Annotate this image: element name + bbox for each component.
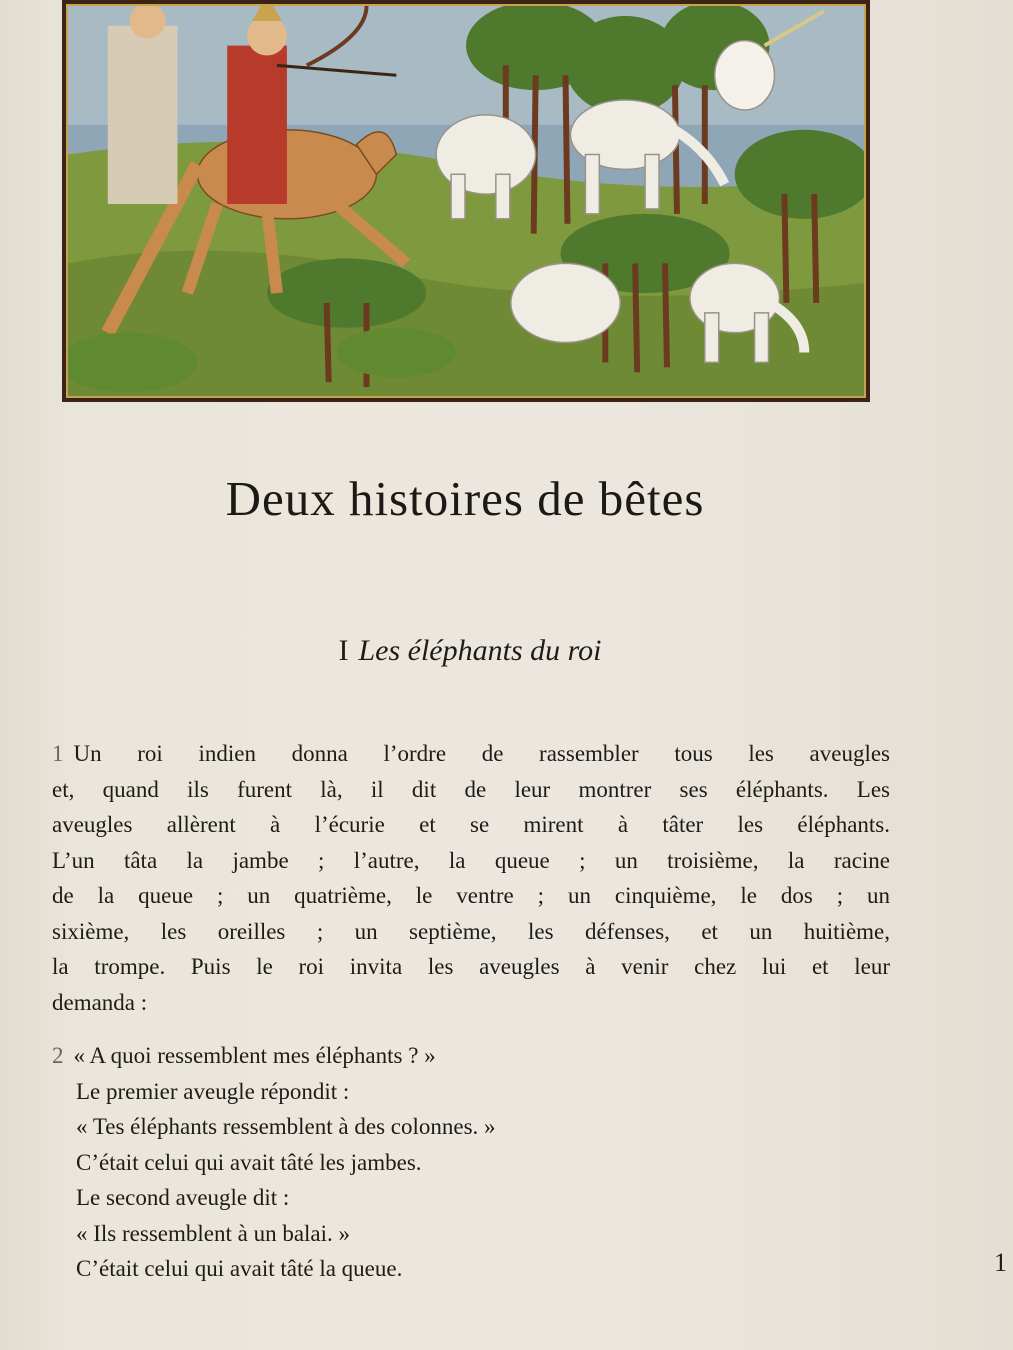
illustration <box>66 4 866 398</box>
line-text: Un roi indien donna l’ordre de rassembler tous les aveugles <box>73 741 890 766</box>
paragraph-line <box>52 736 890 772</box>
verse-line: « Ils ressemblent à un balai. » <box>76 1220 351 1246</box>
verse-line: C’était celui qui avait tâté les jambes. <box>76 1149 422 1175</box>
section-numeral: I <box>338 634 349 667</box>
page-title: Deux histoires de bêtes <box>225 471 705 526</box>
paragraph-line: sixième, les oreilles ; un septième, les défenses, et un huitième, <box>52 918 890 944</box>
paragraph-1 <box>52 736 890 1020</box>
verse-line: « Tes éléphants ressemblent à des colonnes. » <box>76 1114 496 1139</box>
section-name: Les éléphants du roi <box>358 634 602 667</box>
verse-line: Le premier aveugle répondit : <box>76 1078 350 1104</box>
illustration-frame <box>62 0 870 402</box>
medieval-miniature-icon <box>68 6 864 396</box>
paragraph-line: la trompe. Puis le roi invita les aveugles à venir chez lui et leur <box>52 954 890 979</box>
verse-line <box>52 1038 496 1074</box>
paragraph-number: 2 <box>52 1043 64 1068</box>
paragraph-line: de la queue ; un quatrième, le ventre ; un cinquième, le dos ; un <box>52 883 890 908</box>
line-text: « A quoi ressemblent mes éléphants ? » <box>73 1043 436 1068</box>
paragraph-line: L’un tâta la jambe ; l’autre, la queue ; un troisième, la racine <box>52 847 890 873</box>
page-number: 1 <box>994 1248 1007 1277</box>
paragraph-2 <box>52 1038 496 1287</box>
paragraph-number: 1 <box>52 741 64 766</box>
paragraph-line: et, quand ils furent là, il dit de leur montrer ses éléphants. Les <box>52 776 890 802</box>
section-heading <box>0 634 940 668</box>
paragraph-line: demanda : <box>52 989 148 1015</box>
paragraph-line: aveugles allèrent à l’écurie et se mirent à tâter les éléphants. <box>52 812 890 837</box>
verse-line: Le second aveugle dit : <box>76 1185 290 1210</box>
verse-line: C’était celui qui avait tâté la queue. <box>76 1256 403 1281</box>
